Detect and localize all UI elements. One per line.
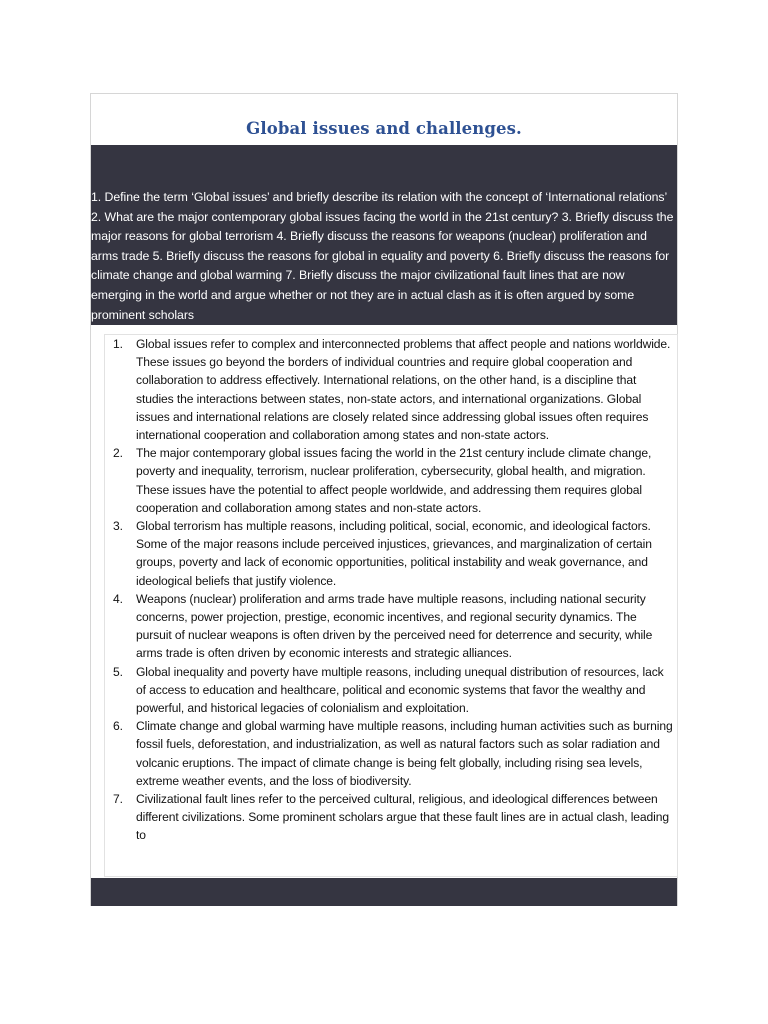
answers-list bbox=[105, 335, 677, 845]
answer-number: 7. bbox=[113, 792, 123, 807]
page-title: Global issues and challenges. bbox=[246, 119, 522, 138]
answer-number: 6. bbox=[113, 719, 123, 734]
answer-item-4 bbox=[105, 590, 677, 663]
answer-item-3 bbox=[105, 517, 677, 590]
answer-number: 2. bbox=[113, 446, 123, 461]
answer-item-6 bbox=[105, 717, 677, 790]
document-page bbox=[90, 93, 678, 906]
answer-text: Global terrorism has multiple reasons, including political, social, economic, and ideological factors. Some of the major reasons include perceived injustices, grievances, and marginalization of certain groups, poverty and lack of economic opportunities, political instability and weak governance, and ideological beliefs that justify violence. bbox=[136, 519, 652, 588]
answer-number: 5. bbox=[113, 664, 123, 679]
answer-text: Climate change and global warming have multiple reasons, including human activities such as burning fossil fuels, deforestation, and industrialization, as well as natural factors such as solar radiation and volcanic eruptions. The impact of climate change is being felt globally, including rising sea levels, extreme weather events, and the loss of biodiversity. bbox=[136, 719, 673, 788]
answer-text: Global inequality and poverty have multiple reasons, including unequal distribution of resources, lack of access to education and healthcare, political and economic systems that favor the wealthy and powerful, and historical legacies of colonialism and exploitation. bbox=[136, 664, 664, 716]
answer-item-1 bbox=[105, 335, 677, 444]
answer-text: The major contemporary global issues facing the world in the 21st century include climate change, poverty and inequality, terrorism, nuclear proliferation, cybersecurity, global health, and migration. These issues have the potential to affect people worldwide, and addressing them requires global cooperation and collaboration among states and non-state actors. bbox=[136, 446, 652, 515]
title-area bbox=[91, 94, 677, 145]
answer-number: 1. bbox=[113, 337, 123, 351]
answers-box bbox=[104, 334, 678, 877]
answer-number: 4. bbox=[113, 591, 123, 606]
answer-text: Global issues refer to complex and interconnected problems that affect people and nations worldwide. These issues go beyond the borders of individual countries and require global cooperation and collaboration to address effectively. International relations, on the other hand, is a discipline that studies the interactions between states, non-state actors, and international organizations. Global issues and international relations are closely related since addressing global issues often requires international cooperation and collaboration among states and non-state actors. bbox=[136, 337, 671, 443]
questions-band bbox=[91, 145, 677, 325]
answer-item-5 bbox=[105, 663, 677, 718]
questions-text: 1. Define the term ‘Global issues’ and briefly describe its relation with the concept of ‘International relations’ 2. What are the major contemporary global issues facing the world in the 21st century? 3. Briefly discuss the major reasons for global terrorism 4. Briefly discuss the reasons for weapons (nuclear) proliferation and arms trade 5. Briefly discuss the reasons for global in equality and poverty 6. Briefly discuss the reasons for climate change and global warming 7. Briefly discuss the major civilizational fault lines that are now emerging in the world and argue whether or not they are in actual clash as it is often argued by some prominent scholars bbox=[91, 190, 674, 322]
answer-item-2 bbox=[105, 444, 677, 517]
answer-item-7 bbox=[105, 790, 677, 845]
answer-text: Civilizational fault lines refer to the perceived cultural, religious, and ideological differences between different civilizations. Some prominent scholars argue that these fault lines are in actual clash, leading to bbox=[136, 792, 670, 843]
bottom-band bbox=[91, 878, 677, 906]
answer-number: 3. bbox=[113, 519, 123, 534]
answer-text: Weapons (nuclear) proliferation and arms trade have multiple reasons, including national security concerns, power projection, prestige, economic incentives, and regional security dynamics. The pursuit of nuclear weapons is often driven by the perceived need for deterrence and security, while arms trade is often driven by economic interests and strategic alliances. bbox=[136, 591, 653, 661]
